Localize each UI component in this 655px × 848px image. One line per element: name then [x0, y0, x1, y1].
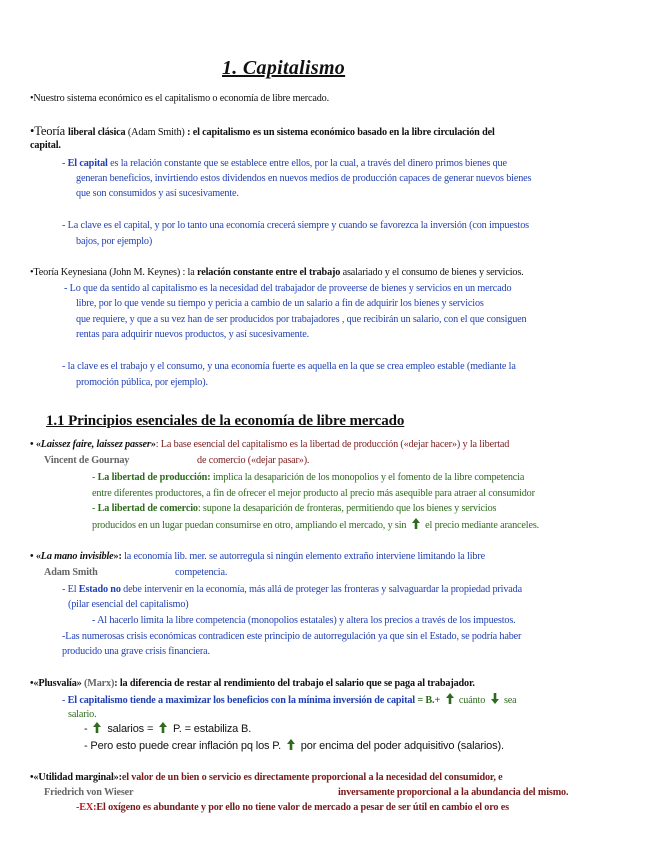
text-run: La mano invisible [40, 551, 114, 562]
text-run: •Teoría Keynesiana (John M. Keynes) : la [30, 267, 198, 278]
text-run: (Marx) [84, 678, 115, 689]
list-item-line: que requiere, y que a su vez han de ser producidos por trabajadores , que recibirán un salario, con el que consiguen [76, 314, 527, 325]
text-run: •« [30, 772, 39, 783]
text-run: relación constante entre el trabajo [197, 267, 341, 278]
text-run: •« [30, 678, 39, 689]
list-item: - La clave es el capital, y por lo tanto una economía crecerá siempre y cuando se favorezca la inversión (con impuestos [62, 220, 529, 231]
paragraph-utilidad-marginal [30, 771, 503, 784]
text-run: es la relación constante que se establece entre ellos, por la cual, a través del dinero primos bienes que [107, 158, 507, 169]
text-run: capital. [30, 140, 61, 151]
list-item [84, 722, 251, 736]
arrow-up-icon [287, 739, 295, 750]
arrow-up-icon [93, 722, 101, 733]
text-run: • « [30, 551, 41, 562]
list-item: -Las numerosas crisis económicas contradicen este principio de autorregulación ya que sin el Estado, se podría haber [62, 631, 522, 642]
text-run: - [62, 158, 68, 169]
text-run: Estado no [78, 584, 121, 595]
list-item [84, 739, 504, 753]
arrow-up-icon [159, 722, 167, 733]
paragraph-line [44, 786, 133, 799]
text-run: - [62, 695, 68, 706]
section-heading: 1.1 Principios esenciales de la economía de libre mercado [46, 413, 405, 429]
list-item: - Al hacerlo limita la libre competencia (monopolios estatales) y altera los precios a través de los impuestos. [92, 615, 516, 626]
list-item: - la clave es el trabajo y el consumo, y una economía fuerte es aquella en la que se crea empleo estable (mediante la [62, 361, 516, 372]
list-item [62, 157, 507, 170]
arrow-up-icon [446, 693, 454, 704]
text-run: debe intervenir en la economía, más allá de proteger las fronteras y salvaguardar la propiedad privada [120, 584, 522, 595]
text-run: sea [501, 695, 517, 706]
paragraph-line [44, 566, 98, 579]
text-run: - [84, 723, 91, 735]
text-run: El capital [67, 158, 108, 169]
text-run: El capitalismo tiende a maximizar los beneficios con la mínima inversión de capital [67, 695, 415, 706]
paragraph-line [30, 139, 61, 152]
list-item [92, 502, 496, 515]
list-item [76, 801, 509, 814]
text-run: (Adam Smith) [125, 127, 188, 138]
list-item-line: producido una grave crisis financiera. [62, 646, 210, 657]
text-run: P. = estabiliza B. [170, 723, 252, 735]
list-item [62, 693, 517, 707]
paragraph-keynes-theory [30, 266, 524, 279]
text-run: el precio mediante aranceles. [422, 520, 540, 531]
text-run: »: [113, 551, 122, 562]
list-item-line: (pilar esencial del capitalismo) [68, 599, 189, 610]
paragraph-invisible-hand [30, 550, 485, 563]
page-title: 1. Capitalismo [222, 57, 346, 79]
list-item-line [92, 518, 539, 532]
text-run: : supone la desaparición de fronteras, permitiendo que los bienes y servicios [197, 503, 497, 514]
text-run: cuánto [456, 695, 488, 706]
list-item-line: salario. [68, 709, 97, 720]
list-item [92, 471, 524, 484]
text-run: asalariado y el consumo de bienes y servicios. [340, 267, 524, 278]
author-name: Adam Smith [44, 567, 98, 578]
paragraph-line [44, 454, 129, 467]
text-run: • « [30, 439, 41, 450]
text-run: Laissez faire, laissez passer [40, 439, 151, 450]
text-run: »: [113, 772, 122, 783]
list-item-line: que son consumidos y así sucesivamente. [76, 188, 239, 199]
list-item-line: bajos, por ejemplo) [76, 236, 153, 247]
text-run: la economía lib. mer. se autorregula si ningún elemento extraño interviene limitando la libre [121, 551, 485, 562]
text-run: -EX: [76, 802, 97, 813]
text-run: liberal clásica [68, 127, 126, 138]
text-run: - El [62, 584, 79, 595]
list-item: - Lo que da sentido al capitalismo es la necesidad del trabajador de proveerse de bienes y servicios en un mercado [64, 283, 512, 294]
paragraph-laissez-faire [30, 438, 509, 451]
text-run: Plusvalía [38, 678, 77, 689]
text-run: La libertad de comercio [97, 503, 198, 514]
list-item-line: promoción pública, por ejemplo). [76, 377, 208, 388]
arrow-down-icon [491, 693, 499, 704]
list-item-line: libre, por lo que vende su tiempo y pericia a cambio de un salario a fin de adquirir los bienes y servicios [76, 298, 484, 309]
paragraph-classical-theory [30, 125, 495, 139]
paragraph-plusvalia [30, 677, 475, 690]
text-run: : el capitalismo es un sistema económico basado en la libre circulación del [187, 127, 495, 138]
paragraph-line: competencia. [175, 567, 228, 578]
paragraph-intro: •Nuestro sistema económico es el capitalismo o economía de libre mercado. [30, 93, 329, 104]
text-run: - Pero esto puede crear inflación pq los P. [84, 740, 284, 752]
text-run: : la diferencia de restar al rendimiento del trabajo el salario que se paga al trabajador. [114, 678, 475, 689]
text-run: salarios = [104, 723, 157, 735]
text-run: : La base esencial del capitalismo es la libertad de producción («dejar hacer») y la libertad [155, 439, 510, 450]
text-run: - [92, 503, 98, 514]
paragraph-line [338, 786, 568, 799]
arrow-up-icon [412, 518, 420, 529]
list-item-line: rentas para adquirir nuevos productos, y así sucesivamente. [76, 329, 310, 340]
text-run: inversamente proporcional a la abundancia del mismo. [338, 787, 569, 798]
text-run: producidos en un lugar puedan consumirse en otro, ampliando el mercado, y sin [92, 520, 409, 531]
text-run: » [76, 678, 84, 689]
text-run: - [92, 472, 98, 483]
text-run: implica la desaparición de los monopolios y el fomento de la libre competencia [210, 472, 525, 483]
list-item [62, 583, 522, 596]
list-item-line: generan beneficios, invirtiendo estos dividendos en nuevos medios de producción capaces de generar nuevos bienes [76, 173, 532, 184]
author-name: Friedrich von Wieser [44, 787, 134, 798]
author-name: Vincent de Gournay [44, 455, 130, 466]
text-run: » [150, 439, 156, 450]
text-run: = B.+ [414, 695, 443, 706]
text-run: por encima del poder adquisitivo (salarios). [297, 740, 504, 752]
paragraph-line: de comercio («dejar pasar»). [197, 455, 310, 466]
text-run: La libertad de producción: [97, 472, 211, 483]
text-run: El oxígeno es abundante y por ello no tiene valor de mercado a pesar de ser útil en cambio el oro es [96, 802, 509, 813]
list-item-line: entre diferentes productores, a fin de ofrecer el mejor producto al precio más asequible para atraer al consumidor [92, 488, 535, 499]
text-run: Utilidad marginal [38, 772, 114, 783]
text-run: el valor de un bien o servicio es directamente proporcional a la necesidad del consumidor, e [121, 772, 503, 783]
text-run: •Teoría [30, 124, 69, 138]
